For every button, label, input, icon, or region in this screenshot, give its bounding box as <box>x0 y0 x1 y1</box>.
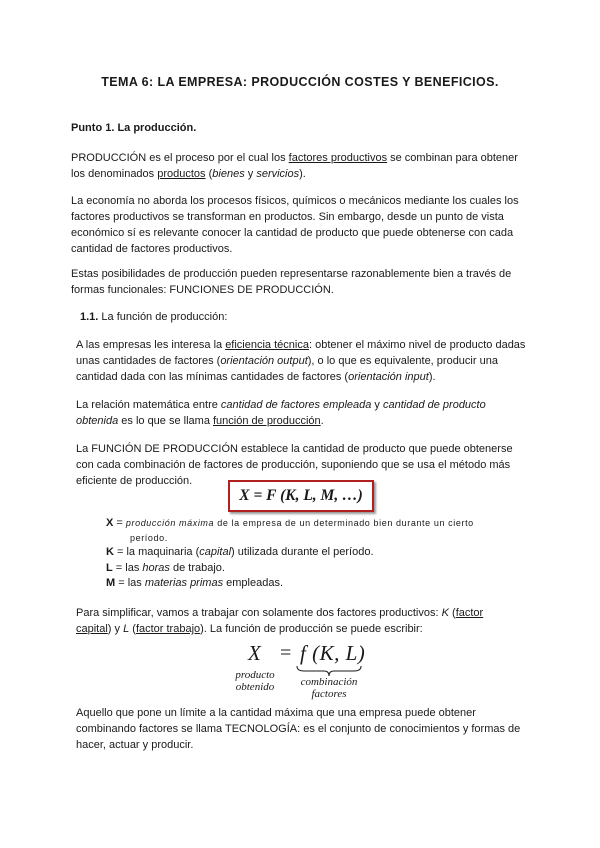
paragraph-relacion: La relación matemática entre cantidad de factores empleada y cantidad de producto obtenida es lo que se llama función de producción. <box>76 399 486 427</box>
formula2-lhs: X <box>248 641 261 665</box>
definition-m: M = las materias primas empleadas. <box>106 577 284 589</box>
page-title: TEMA 6: LA EMPRESA: PRODUCCIÓN COSTES Y BENEFICIOS. <box>101 75 499 89</box>
formula2-rhs: f (K, L) <box>300 641 366 665</box>
definition-k: K = la maquinaria (capital) utilizada durante el período. <box>106 546 374 558</box>
paragraph-tecnologia: Aquello que pone un límite a la cantidad máxima que una empresa puede obtener combinando factores se llama TECNOLOGÍA: es el conjunto de conocimientos y formas de hacer, actuar y producir. <box>76 707 521 751</box>
link-factores-productivos: factores productivos <box>288 152 388 164</box>
paragraph-produccion: PRODUCCIÓN es el proceso por el cual los factores productivos se combinan para obtener los denominados productos (bienes y servicios). <box>71 152 518 180</box>
paragraph-funcion-produccion: La FUNCIÓN DE PRODUCCIÓN establece la cantidad de producto que puede obtenerse con cada combinación de factores de producción, suponiendo que se usa el método más eficiente de producción. <box>76 443 513 487</box>
formula-box: X = F (K, L, M, …) <box>228 480 374 512</box>
link-factor-trabajo: factor trabajo <box>135 623 201 635</box>
definition-l: L = las horas de trabajo. <box>106 562 225 574</box>
paragraph-simplificar: Para simplificar, vamos a trabajar con solamente dos factores productivos: K (factor capital) y L (factor trabajo). La función de producción se puede escribir: <box>76 607 484 635</box>
formula2-label-right: combinación factores <box>300 676 358 700</box>
subsection-heading-1-1: 1.1. La función de producción: <box>80 311 228 323</box>
link-productos: productos <box>157 168 206 180</box>
link-factor-capital: factor capital <box>76 607 484 635</box>
formula2-label-left: producto obtenido <box>235 669 275 693</box>
definition-x: X = producción máxima de la empresa de un determinado bien durante un cierto período. <box>106 517 474 543</box>
formula2-equals: = <box>280 642 292 664</box>
link-eficiencia-tecnica: eficiencia técnica <box>225 339 309 351</box>
paragraph-eficiencia: A las empresas les interesa la eficiencia técnica: obtener el máximo nivel de producto dadas unas cantidades de factores (orientación output), o lo que es equivalente, producir una cantidad dada con las mínimas cantidades de factores (orientación input). <box>76 339 526 383</box>
paragraph-posibilidades: Estas posibilidades de producción pueden representarse razonablemente bien a través de formas funcionales: FUNCIONES DE PRODUCCIÓN. <box>71 268 512 296</box>
section-heading-punto-1: Punto 1. La producción. <box>71 122 197 134</box>
paragraph-economia: La economía no aborda los procesos físicos, químicos o mecánicos mediante los cuales los factores productivos se transforman en productos. Sin embargo, desde un punto de vista económico sí es relevante conocer la cantidad de producto que puede obtenerse con cada cantidad de factores productivos. <box>71 195 519 255</box>
link-funcion-produccion: función de producción <box>213 415 321 427</box>
